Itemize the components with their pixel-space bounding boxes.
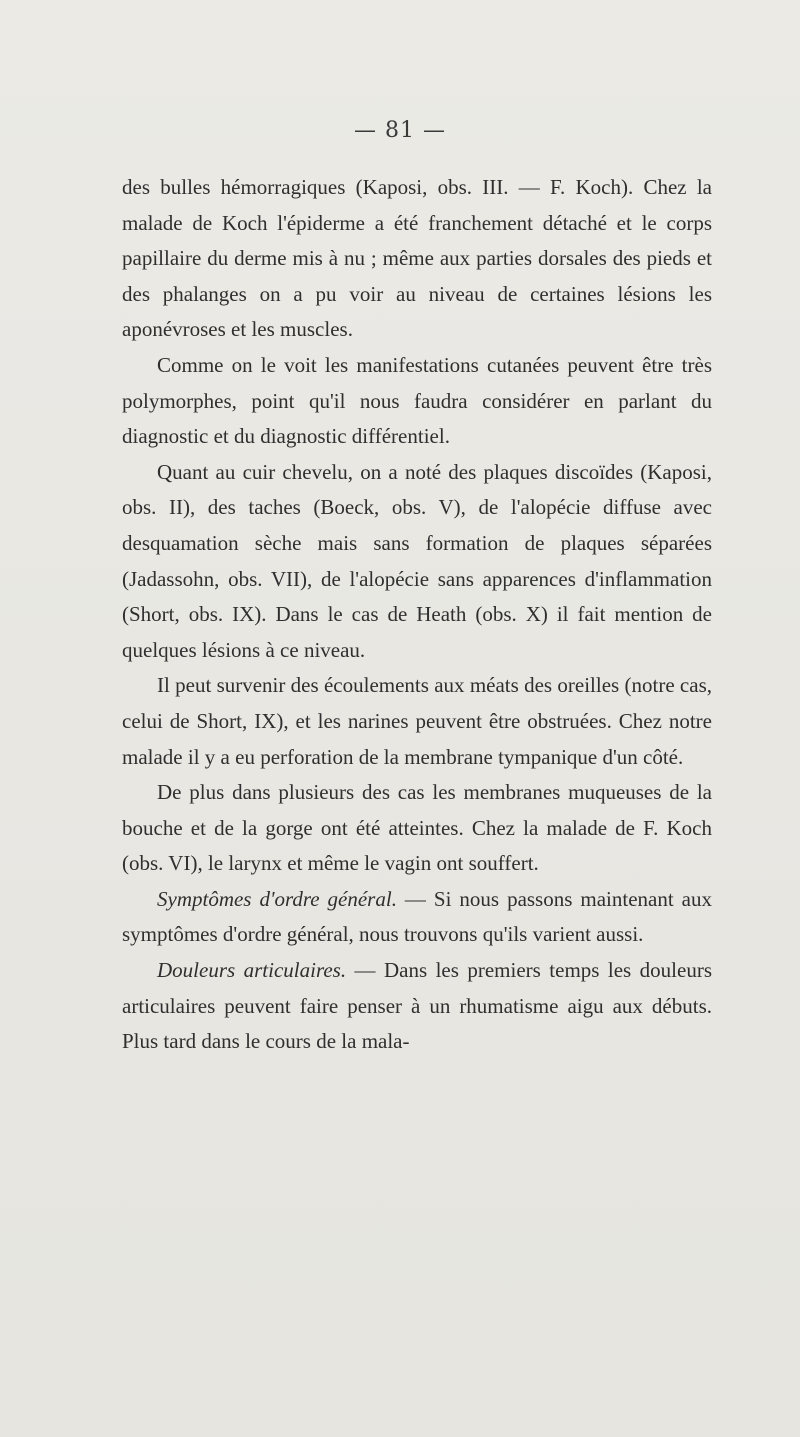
paragraph: Il peut survenir des écoulements aux méats des oreilles (notre cas, celui de Short, IX), et les narines peuvent être obstruées. Chez notre malade il y a eu perforation de la membrane tympanique d'un côté. (122, 673, 712, 769)
paragraph: des bulles hémorragiques (Kaposi, obs. III. — F. Koch). Chez la malade de Koch l'épiderme a été franchement détaché et le corps papillaire du derme mis à nu ; même aux parties dorsales des pieds et des phalanges on a pu voir au niveau de certaines lésions les aponévroses et les muscles. (122, 175, 712, 342)
paragraph-text: — Dans les premiers temps les douleurs articulaires peuvent faire penser à un rhumatisme aigu aux débuts. Plus tard dans le cours de la mala- (122, 958, 712, 1054)
paragraph-text: — Si nous passons maintenant aux symptômes d'ordre général, nous trouvons qu'ils varient aussi. (122, 886, 712, 947)
section-heading: Douleurs articulaires. (157, 958, 347, 983)
paragraph: Quant au cuir chevelu, on a noté des plaques discoïdes (Kaposi, obs. II), des taches (Boeck, obs. V), de l'alopécie diffuse avec desquamation sèche mais sans formation de plaques séparées (Jadassohn, obs. VII), de l'alopécie sans apparences d'inflammation (Short, obs. IX). Dans le cas de Heath (obs. X) il fait mention de quelques lésions à ce niveau. (122, 459, 712, 662)
paragraph: Comme on le voit les manifestations cutanées peuvent être très polymorphes, point qu'il nous faudra considérer en parlant du diagnostic et du diagnostic différentiel. (122, 352, 712, 449)
paragraph-douleurs-articulaires (122, 953, 712, 1060)
paragraph-symptomes-ordre-general (122, 882, 712, 953)
paragraph: De plus dans plusieurs des cas les membranes muqueuses de la bouche et de la gorge ont été atteintes. Chez la malade de F. Koch (obs. VI), le larynx et même le vagin ont souffert. (122, 780, 712, 876)
body-text (122, 170, 712, 1060)
section-heading: Symptômes d'ordre général. (157, 886, 397, 911)
page-number-header: — 81 — (354, 118, 446, 143)
